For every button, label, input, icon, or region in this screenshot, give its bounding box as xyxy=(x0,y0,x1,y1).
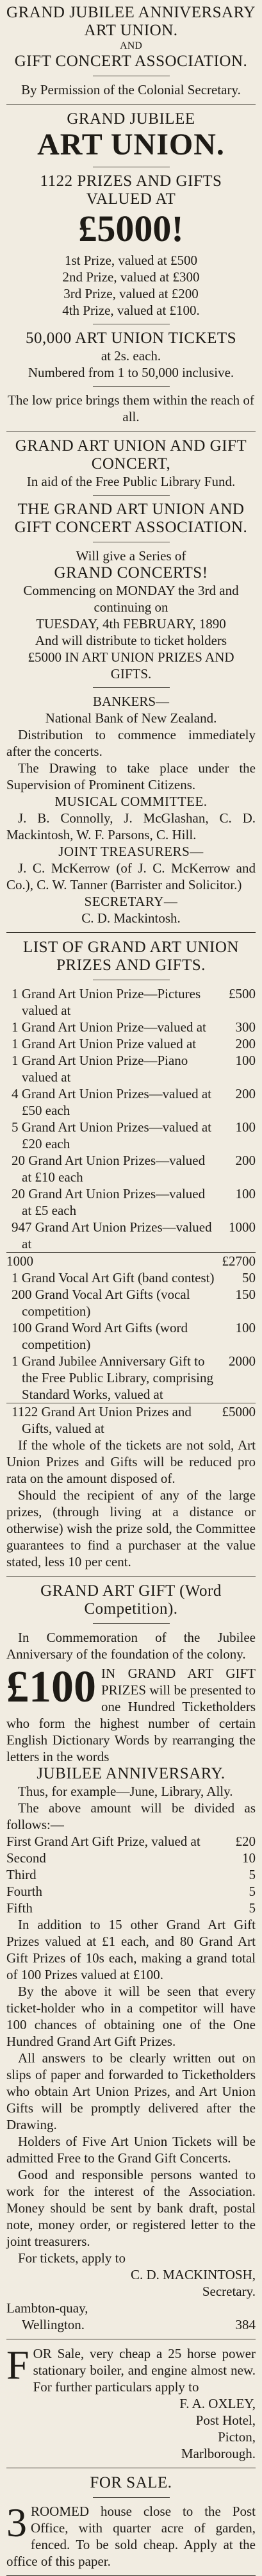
word-competition xyxy=(6,1582,256,2333)
prize-table-title: LIST OF GRAND ART UNION PRIZES AND GIFTS. xyxy=(23,939,239,974)
bankers-distribution: Distribution to commence immediately after the concerts. xyxy=(6,727,256,759)
table-row xyxy=(6,985,256,1019)
signoff-address2: Wellington. xyxy=(22,2317,85,2332)
row-amount: 100 xyxy=(235,1053,256,1068)
pound-text: IN GRAND ART GIFT PRIZES will be presented to one Hundred Ticketholders who form the highest number of certain English Dictionary Words by rearranging the letters in the words xyxy=(6,1666,256,1764)
signoff-role: Secretary. xyxy=(202,2284,256,2299)
row-label: 4 Grand Art Union Prizes—valued at £50 each xyxy=(12,1086,212,1118)
row-amount: 100 xyxy=(235,1186,256,1201)
boiler-ad xyxy=(6,2342,256,2462)
dropcap-letter: F xyxy=(6,2342,29,2388)
row-amount: 1000 xyxy=(229,1219,256,1235)
word-intro: In Commemoration of the Jubilee Anniversary of the foundation of the colony. xyxy=(6,1630,256,1662)
tickets-line4: The low price brings them within the reach of all. xyxy=(8,392,254,424)
for-sale-title: FOR SALE. xyxy=(90,2474,172,2491)
prize-list-item: 3rd Prize, valued at £200 xyxy=(63,286,199,301)
for-sale-text: ROOMED house close to the Post Office, with quarter acre of garden, fenced. To be sold cheap. Apply at the office of this paper. xyxy=(6,2504,256,2569)
table-row xyxy=(6,1085,256,1119)
agents-paragraph: Good and responsible persons wanted to work for the interest of the Association. Money should be sent by bank draft, postal note, money order, or registered letter to the joint treasurers. xyxy=(6,2167,256,2249)
word-competition-title: GRAND ART GIFT (Word Competition). xyxy=(40,1582,222,1618)
masthead-line2: ART UNION. xyxy=(84,22,178,39)
table-row xyxy=(6,1850,256,1866)
tickets-line3: Numbered from 1 to 50,000 inclusive. xyxy=(28,365,234,380)
masthead-line3: AND xyxy=(120,40,142,51)
boiler-place3: Marlborough. xyxy=(181,2446,256,2461)
prize-list-item: 2nd Prize, valued at £300 xyxy=(62,269,200,285)
prize-table xyxy=(6,939,256,1570)
row-label: 1 Grand Art Union Prize—Pictures valued at xyxy=(12,986,201,1018)
table-row xyxy=(6,1833,256,1850)
row-label: 1 Grand Vocal Art Gift (band contest) xyxy=(12,1270,215,1285)
table-row xyxy=(6,1883,256,1900)
divider xyxy=(93,2497,170,2498)
row-amount: 200 xyxy=(235,1086,256,1101)
word-paragraph: By the above it will be seen that every ticket-holder who in a competitor will have 100 chances of obtaining one of the One Hundred Grand Art Gift Prizes. xyxy=(6,1984,256,2049)
distribution-line: The above amount will be divided as follows:— xyxy=(6,1800,256,1832)
word-paragraph: Holders of Five Art Union Tickets will be admitted Free to the Grand Gift Concerts. xyxy=(6,2134,256,2166)
table-row xyxy=(6,1035,256,1052)
row-label: Fourth xyxy=(6,1884,43,1899)
table-row xyxy=(6,1152,256,1185)
table-total-row xyxy=(6,1403,256,1437)
boiler-place1: Post Hotel, xyxy=(195,2413,256,2428)
prizes-line: 1122 PRIZES AND GIFTS VALUED AT xyxy=(40,172,222,208)
row-amount: 150 xyxy=(235,1287,256,1302)
boiler-text: OR Sale, very cheap a 25 horse power stationary boiler, and engine almost new. For further particulars apply to xyxy=(33,2346,256,2395)
total-label: 1122 Grand Art Union Prizes and Gifts, valued at xyxy=(12,1404,192,1436)
row-label: 20 Grand Art Union Prizes—valued at £5 each xyxy=(12,1186,206,1218)
concert-aid: In aid of the Free Public Library Fund. xyxy=(26,474,236,489)
signoff-address-row xyxy=(6,2316,256,2333)
table-row xyxy=(6,1269,256,1286)
table-row xyxy=(6,1353,256,1403)
row-amount: 300 xyxy=(235,1019,256,1035)
row-label: 20 Grand Art Union Prizes—valued at £10 each xyxy=(12,1153,206,1185)
association-name: THE GRAND ART UNION AND GIFT CONCERT ASSOCIATION. xyxy=(14,501,248,536)
row-amount: 100 xyxy=(235,1119,256,1135)
divider xyxy=(6,1576,256,1577)
row-label: Fifth xyxy=(6,1900,33,1916)
table-row xyxy=(6,1052,256,1085)
bankers-block xyxy=(6,693,256,793)
pound-amount: £100 xyxy=(6,1662,96,1712)
total-amount: £5000 xyxy=(222,1404,256,1419)
for-sale-ad xyxy=(6,2474,256,2570)
tickets-line2: at 2s. each. xyxy=(101,348,161,364)
signoff-address1: Lambton-quay, xyxy=(6,2300,88,2316)
table-subtotal-row xyxy=(6,1252,256,1269)
row-amount: 2000 xyxy=(229,1353,256,1369)
row-label: 1 Grand Art Union Prize—valued at xyxy=(12,1019,206,1035)
bankers-drawing: The Drawing to take place under the Supervision of Prominent Citizens. xyxy=(6,760,256,792)
bankers-name: National Bank of New Zealand. xyxy=(45,710,217,726)
row-label: 200 Grand Vocal Art Gifts (vocal competition) xyxy=(12,1287,190,1319)
divider xyxy=(93,687,170,688)
concert-head1: GRAND ART UNION AND GIFT xyxy=(15,437,247,455)
commencing-line: Commencing on MONDAY the 3rd and continuing on xyxy=(23,583,239,615)
jubilee-words: JUBILEE ANNIVERSARY. xyxy=(37,1765,225,1782)
row-label: Second xyxy=(6,1850,46,1866)
committee-head: MUSICAL COMMITTEE. xyxy=(54,794,208,809)
boiler-name: F. A. OXLEY, xyxy=(179,2396,256,2411)
condition-text: Should the recipient of any of the large prizes, (through living at a distance or otherwise) wish the prize sold, the Committee guarantees to find a purchaser at the value stated, less 10 per cent. xyxy=(6,1487,256,1569)
series-line: Will give a Series of xyxy=(76,548,186,564)
row-amount: 200 xyxy=(235,1036,256,1051)
table-row xyxy=(6,1219,256,1252)
treasurers-head: JOINT TREASURERS— xyxy=(58,844,204,859)
concert-block xyxy=(6,437,256,682)
title-block xyxy=(6,110,256,425)
row-amount: 5 xyxy=(249,1900,256,1916)
row-amount: 100 xyxy=(235,1320,256,1335)
row-amount: £20 xyxy=(235,1834,256,1849)
table-row xyxy=(6,1319,256,1353)
table-row xyxy=(6,1866,256,1883)
example-line: Thus, for example—June, Library, Ally. xyxy=(18,1784,233,1799)
prize-list xyxy=(6,252,256,319)
date-line: TUESDAY, 4th FEBRUARY, 1890 xyxy=(36,616,226,631)
boiler-place2: Picton, xyxy=(218,2429,256,2445)
concert-head2: CONCERT, xyxy=(91,455,171,473)
prize-total: £5000! xyxy=(78,208,184,249)
distribute-line: And will distribute to ticket holders xyxy=(35,633,227,648)
row-label: 1 Grand Art Union Prize—Piano valued at xyxy=(12,1053,188,1085)
pound-paragraph xyxy=(6,1662,256,1765)
permission-line: By Permission of the Colonial Secretary. xyxy=(21,82,241,97)
table-row xyxy=(6,1900,256,1916)
divider xyxy=(93,495,170,496)
grand-concerts: GRAND CONCERTS! xyxy=(54,564,208,581)
table-row xyxy=(6,1185,256,1219)
condition-text: If the whole of the tickets are not sold, Art Union Prizes and Gifts will be reduced pro rata on the amount disposed of. xyxy=(6,1437,256,1486)
row-label: 947 Grand Art Union Prizes—valued at xyxy=(12,1219,212,1251)
secretary-name: C. D. Mackintosh. xyxy=(81,910,181,926)
row-label: 1 Grand Jubilee Anniversary Gift to the Free Public Library, comprising Standard Works, valued at xyxy=(12,1353,213,1402)
divider xyxy=(93,386,170,387)
word-paragraph: In addition to 15 other Grand Art Gift Prizes valued at £1 each, and 80 Grand Art Gift Prizes of 10s each, making a grand total of 100 Prizes valued at £100. xyxy=(6,1917,256,1982)
title-big: ART UNION. xyxy=(37,128,225,162)
row-amount: £500 xyxy=(229,986,256,1001)
tickets-line1: 50,000 ART UNION TICKETS xyxy=(25,330,237,347)
secretary-head: SECRETARY— xyxy=(84,894,178,909)
signoff-name: C. D. MACKINTOSH, xyxy=(130,2267,256,2282)
signoff-ref: 384 xyxy=(235,2317,256,2332)
masthead-line1: GRAND JUBILEE ANNIVERSARY xyxy=(6,4,256,21)
title-small: GRAND JUBILEE xyxy=(67,110,195,128)
subtotal-label: 1000 xyxy=(6,1253,33,1269)
divider xyxy=(6,932,256,933)
masthead xyxy=(6,4,256,98)
row-label: 100 Grand Word Art Gifts (word competition) xyxy=(12,1320,188,1352)
prize-list-item: 4th Prize, valued at £100. xyxy=(62,303,200,318)
distribute-amount: £5000 IN ART UNION PRIZES AND GIFTS. xyxy=(28,649,234,682)
table-row xyxy=(6,1286,256,1319)
row-amount: 5 xyxy=(249,1867,256,1882)
subtotal-amount: £2700 xyxy=(222,1253,256,1269)
divider xyxy=(93,1623,170,1624)
table-row xyxy=(6,1019,256,1035)
committee-block xyxy=(6,793,256,926)
word-paragraph: All answers to be clearly written out on slips of paper and forwarded to Ticketholders who obtain Art Union Prizes, and Art Union Gifts will be promptly delivered after the Drawing. xyxy=(6,2050,256,2132)
committee-names: J. B. Connolly, J. McGlashan, C. D. Mackintosh, W. F. Parsons, C. Hill. xyxy=(6,810,256,842)
row-label: First Grand Art Gift Prize, valued at xyxy=(6,1834,201,1849)
row-label: 1 Grand Art Union Prize valued at xyxy=(12,1036,197,1051)
treasurers-names: J. C. McKerrow (of J. C. McKerrow and Co.), C. W. Tanner (Barrister and Solicitor.) xyxy=(6,860,256,892)
prize-list-item: 1st Prize, valued at £500 xyxy=(64,253,198,268)
bankers-head: BANKERS— xyxy=(92,694,170,709)
agents-apply: For tickets, apply to xyxy=(18,2250,126,2266)
row-amount: 50 xyxy=(242,1270,256,1285)
dropcap-number: 3 xyxy=(6,2500,27,2545)
row-amount: 5 xyxy=(249,1884,256,1899)
masthead-line4: GIFT CONCERT ASSOCIATION. xyxy=(14,53,248,70)
row-label: Third xyxy=(6,1867,37,1882)
table-row xyxy=(6,1119,256,1152)
divider xyxy=(6,104,256,105)
row-amount: 10 xyxy=(242,1850,256,1866)
row-amount: 200 xyxy=(235,1153,256,1168)
row-label: 5 Grand Art Union Prizes—valued at £20 each xyxy=(12,1119,212,1151)
